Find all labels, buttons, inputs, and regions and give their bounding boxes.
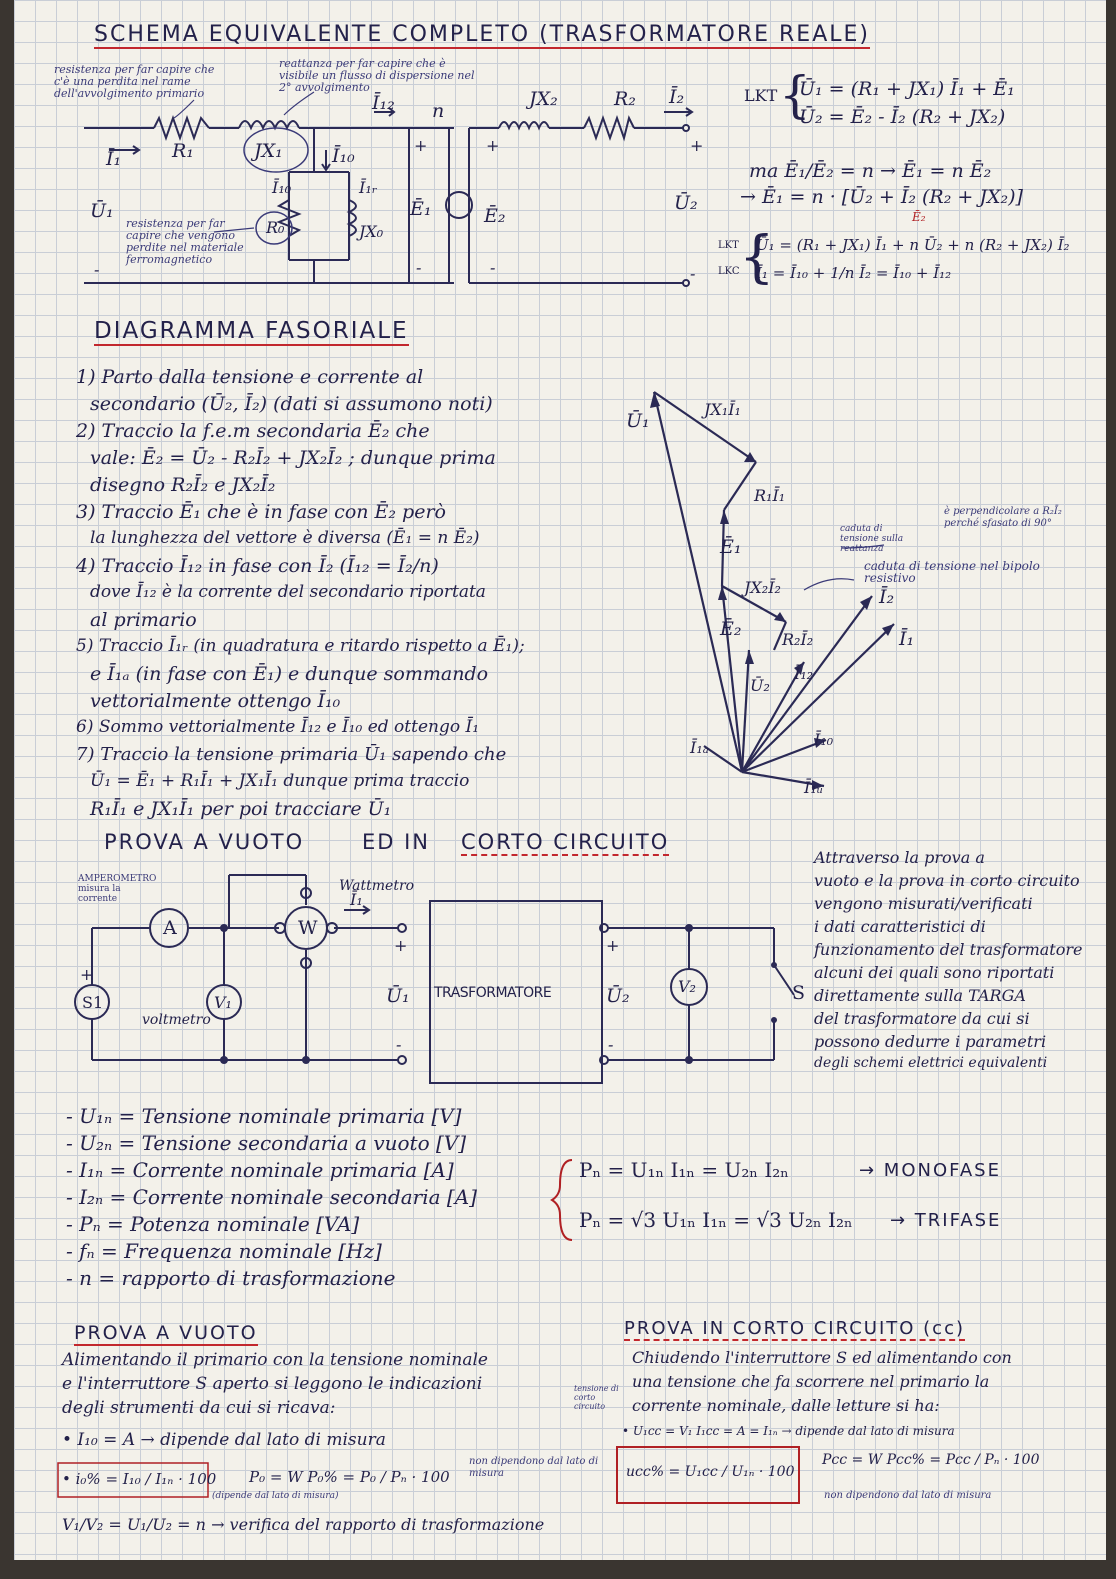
open-line: degli strumenti da cui si ricava: [62, 1398, 336, 1418]
open-p0-note: non dipendono dal lato di misura [469, 1456, 599, 1479]
phasor-step: 3) Traccio Ē₁ che è in fase con Ē₂ però [76, 501, 446, 523]
open-i0pct: • i₀% = I₁₀ / I₁ₙ · 100 [62, 1470, 217, 1488]
resistor-r2 [584, 118, 634, 138]
ph-e1: Ē₁ [720, 536, 742, 558]
label-u2: Ū₂ [674, 192, 698, 214]
open-test-heading: PROVA A VUOTO [74, 1322, 258, 1344]
eq-lkt2: Ū₂ = Ē₂ - Ī₂ (R₂ + JX₂) [799, 106, 1006, 128]
nominal-item: - I₁ₙ = Corrente nominale primaria [A] [66, 1158, 454, 1182]
label-n: n [432, 100, 445, 122]
desc-line: direttamente sulla TARGA [814, 986, 1026, 1005]
nominal-list [66, 1104, 546, 1293]
ph-note-react: caduta di tensione sulla reattanza [840, 524, 904, 554]
label-jx1: JX₁ [254, 140, 283, 162]
power-tri: Pₙ = √3 U₁ₙ I₁ₙ = √3 U₂ₙ I₂ₙ [579, 1208, 853, 1232]
lkc-b-label: LKC [718, 266, 740, 277]
test-heading-a: PROVA A VUOTO [104, 830, 305, 854]
notebook-page [14, 0, 1106, 1560]
phasor-step: vettorialmente ottengo Ī₁₀ [90, 690, 341, 712]
note-ammeter: AMPEROMETRO misura la corrente [78, 874, 157, 904]
label-i1: Ī₁ [106, 148, 122, 170]
note-r0: resistenza per far capire che vengono perdite nel materiale ferromagnetico [126, 217, 244, 266]
meter-a-label: A [163, 917, 177, 939]
label-u1: Ū₁ [90, 200, 114, 222]
phasor-heading: DIAGRAMMA FASORIALE [94, 318, 409, 344]
meter-v2-label: V₂ [678, 977, 696, 996]
ph-r2i2: R₂Ī₂ [782, 630, 814, 649]
test-heading-b: ED IN [362, 830, 431, 854]
ph-jx2i2: JX₂Ī₂ [744, 578, 781, 597]
ph-r1i1: R₁Ī₁ [754, 486, 786, 505]
nominal-item: - n = rapporto di trasformazione [66, 1266, 396, 1290]
power-mono-label: → MONOFASE [859, 1160, 1001, 1181]
eq-sys2: Ī₁ = Ī₁₀ + 1/n Ī₂ = Ī₁₀ + Ī₁₂ [756, 264, 952, 282]
power-tri-label: → TRIFASE [890, 1210, 1002, 1231]
label-r1: R₁ [172, 140, 194, 162]
phasor-step: R₁Ī₁ e JX₁Ī₁ per poi tracciare Ū₁ [90, 798, 392, 820]
note-r1: resistenza per far capire che c'è una perdita nel rame dell'avvolgimento primario [54, 63, 215, 100]
label-r0: R₀ [266, 218, 285, 237]
inductor-jx1 [239, 121, 299, 128]
ph-note-resist: caduta di tensione nel bipolo resistivo [864, 559, 1040, 585]
brace-system: { [739, 225, 775, 290]
eq-lkt1: Ū₁ = (R₁ + JX₁) Ī₁ + Ē₁ [799, 78, 1015, 100]
label-jx0: JX₀ [359, 222, 384, 241]
test-u2: Ū₂ [606, 985, 630, 1007]
page-title: SCHEMA EQUIVALENTE COMPLETO (TRASFORMATORE REALE) [94, 22, 870, 47]
note-wattmeter: Wattmetro [339, 878, 415, 894]
open-ratio: V₁/V₂ = U₁/U₂ = n → verifica del rapporto di trasformazione [62, 1515, 545, 1534]
meter-w-label: W [298, 917, 318, 939]
label-i0a: Ī₁₀ [272, 178, 292, 197]
minus-left: - [94, 260, 100, 279]
desc-line: funzionamento del trasformatore [814, 940, 1083, 959]
open-line: Alimentando il primario con la tensione nominale [62, 1350, 488, 1370]
nominal-item: - fₙ = Frequenza nominale [Hz] [66, 1239, 382, 1263]
ph-i1u: Ī₁ᵤ [804, 778, 824, 797]
phasor-step: la lunghezza del vettore è diversa (Ē₁ = n Ē₂) [90, 528, 480, 548]
eq-ratio: ma Ē₁/Ē₂ = n → Ē₁ = n Ē₂ [749, 160, 992, 182]
test-i1: Ī₁ [350, 890, 363, 909]
short-test-heading: PROVA IN CORTO CIRCUITO (cc) [624, 1318, 965, 1339]
phasor-step: secondario (Ū₂, Ī₂) (dati si assumono noti) [90, 393, 493, 415]
test-description [814, 848, 1099, 1078]
phasor-step: 4) Traccio Ī₁₂ in fase con Ī₂ (Ī₁₂ = Ī₂/n) [76, 555, 439, 577]
eq-e1-sub: → Ē₁ = n · [Ū₂ + Ī₂ (R₂ + JX₂)] [740, 186, 1023, 208]
ph-i10: Ī₁₀ [814, 730, 834, 749]
desc-line: del trasformatore da cui si [814, 1009, 1030, 1028]
ph-e2: Ē₂ [720, 618, 742, 640]
phasor-step: 6) Sommo vettorialmente Ī₁₂ e Ī₁₀ ed ottengo Ī₁ [76, 717, 480, 737]
nominal-item: - U₂ₙ = Tensione secondaria a vuoto [V] [66, 1131, 467, 1155]
open-i0pct-note: (dipende dal lato di misura) [212, 1491, 339, 1501]
short-pcc: Pcc = W Pcc% = Pcc / Pₙ · 100 [822, 1452, 1040, 1468]
minus-out: - [690, 264, 696, 283]
ph-i1a: Ī₁ₐ [690, 738, 709, 757]
note-x1: reattanza per far capire che è visibile un flusso di dispersione nel 2° avvolgimento [279, 57, 475, 94]
short-pcc-note: non dipendono dal lato di misura [824, 1490, 992, 1501]
inductor-jx0 [349, 200, 356, 236]
desc-line: degli schemi elettrici equivalenti [814, 1055, 1048, 1071]
nominal-item: - Pₙ = Potenza nominale [VA] [66, 1212, 360, 1236]
desc-line: vengono misurati/verificati [814, 894, 1033, 913]
test-minus-u1: - [396, 1035, 402, 1054]
label-i2: Ī₂ [669, 86, 685, 108]
short-line: una tensione che fa scorrere nel primario la [632, 1372, 990, 1391]
inductor-jx2 [499, 122, 549, 128]
plus-out: + [690, 136, 704, 155]
desc-line: Attraverso la prova a [814, 848, 985, 867]
short-line: Chiudendo l'interruttore S ed alimentando con [632, 1348, 1012, 1367]
ph-i2: Ī₂ [879, 586, 895, 608]
desc-line: vuoto e la prova in corto circuito [814, 871, 1080, 890]
label-e1: Ē₁ [410, 198, 432, 220]
eq-e2-under: Ē₂ [912, 210, 926, 224]
phasor-step: 7) Traccio la tensione primaria Ū₁ sapendo che [76, 744, 507, 765]
plus-primary: + [414, 136, 428, 155]
label-jx2: JX₂ [529, 88, 558, 110]
test-minus-u2: - [608, 1035, 614, 1054]
ph-i12: Ī₁₂ [794, 664, 814, 683]
test-u1: Ū₁ [386, 985, 410, 1007]
minus-secondary: - [490, 258, 496, 277]
nominal-item: - I₂ₙ = Corrente nominale secondaria [A] [66, 1185, 477, 1209]
open-line: e l'interruttore S aperto si leggono le indicazioni [62, 1374, 483, 1394]
label-i0r: Ī₁ᵣ [359, 178, 378, 197]
short-test-text [632, 1348, 1102, 1420]
phasor-step: 1) Parto dalla tensione e corrente al [76, 366, 424, 388]
ph-u1: Ū₁ [626, 410, 650, 432]
label-i10: Ī₁₀ [332, 145, 355, 167]
ph-u2: Ū₂ [750, 676, 770, 695]
desc-line: i dati caratteristici di [814, 917, 986, 936]
short-side-note: tensione di corto circuito [574, 1384, 619, 1411]
test-plus-u1: + [394, 936, 408, 955]
test-heading-c: CORTO CIRCUITO [461, 830, 670, 854]
ph-i1: Ī₁ [899, 628, 915, 650]
lkt-label: LKT [744, 86, 778, 105]
plus-secondary: + [486, 136, 500, 155]
open-i10: • I₁₀ = A → dipende dal lato di misura [62, 1430, 386, 1450]
note-voltmeter: voltmetro [142, 1012, 211, 1028]
phasor-step: Ū₁ = Ē₁ + R₁Ī₁ + JX₁Ī₁ dunque prima traccio [90, 771, 470, 791]
nominal-item: - U₁ₙ = Tensione nominale primaria [V] [66, 1104, 462, 1128]
switch-s-label: S [792, 982, 806, 1004]
test-plus-u2: + [606, 936, 620, 955]
label-r2: R₂ [614, 88, 636, 110]
phasor-step: dove Ī₁₂ è la corrente del secondario riportata [90, 582, 486, 602]
desc-line: possono dedurre i parametri [814, 1032, 1047, 1051]
open-p0: P₀ = W P₀% = P₀ / Pₙ · 100 [249, 1468, 450, 1486]
ph-jx1i1: JX₁Ī₁ [704, 400, 741, 419]
phasor-steps [76, 366, 576, 825]
eq-sys1: Ū₁ = (R₁ + JX₁) Ī₁ + n Ū₂ + n (R₂ + JX₂) Ī₂ [756, 236, 1070, 254]
short-u1cc: • U₁cc = V₁ I₁cc = A = I₁ₙ → dipende dal lato di misura [622, 1424, 955, 1438]
brace-lkt: { [779, 66, 811, 124]
phasor-step: al primario [90, 609, 197, 631]
transformer-label: TRASFORMATORE [434, 985, 552, 1001]
phasor-step: 5) Traccio Ī₁ᵣ (in quadratura e ritardo rispetto a Ē₁); [76, 636, 525, 656]
ph-note-perp: è perpendicolare a R₂Ī₂ perché sfasato di 90° [944, 506, 1062, 529]
meter-v1-label: V₁ [214, 993, 232, 1012]
phasor-step: disegno R₂Ī₂ e JX₂Ī₂ [90, 474, 276, 496]
power-mono: Pₙ = U₁ₙ I₁ₙ = U₂ₙ I₂ₙ [579, 1158, 789, 1182]
label-i12: Ī₁₂ [372, 92, 395, 114]
resistor-r1 [154, 118, 209, 138]
lkt-b-label: LKT [718, 240, 739, 251]
label-e2: Ē₂ [484, 205, 506, 227]
source-label: S1 [82, 993, 104, 1012]
desc-line: alcuni dei quali sono riportati [814, 963, 1055, 982]
minus-primary: - [416, 258, 422, 277]
short-line: corrente nominale, dalle letture si ha: [632, 1396, 940, 1415]
short-ucc: ucc% = U₁cc / U₁ₙ · 100 [626, 1464, 795, 1480]
phasor-step: vale: Ē₂ = Ū₂ - R₂Ī₂ + JX₂Ī₂ ; dunque prima [90, 447, 496, 469]
phasor-step: e Ī₁ₐ (in fase con Ē₁) e dunque sommando [90, 663, 489, 685]
phasor-step: 2) Traccio la f.e.m secondaria Ē₂ che [76, 420, 430, 442]
open-test-text [62, 1350, 582, 1422]
test-plus-src: + [80, 965, 94, 984]
